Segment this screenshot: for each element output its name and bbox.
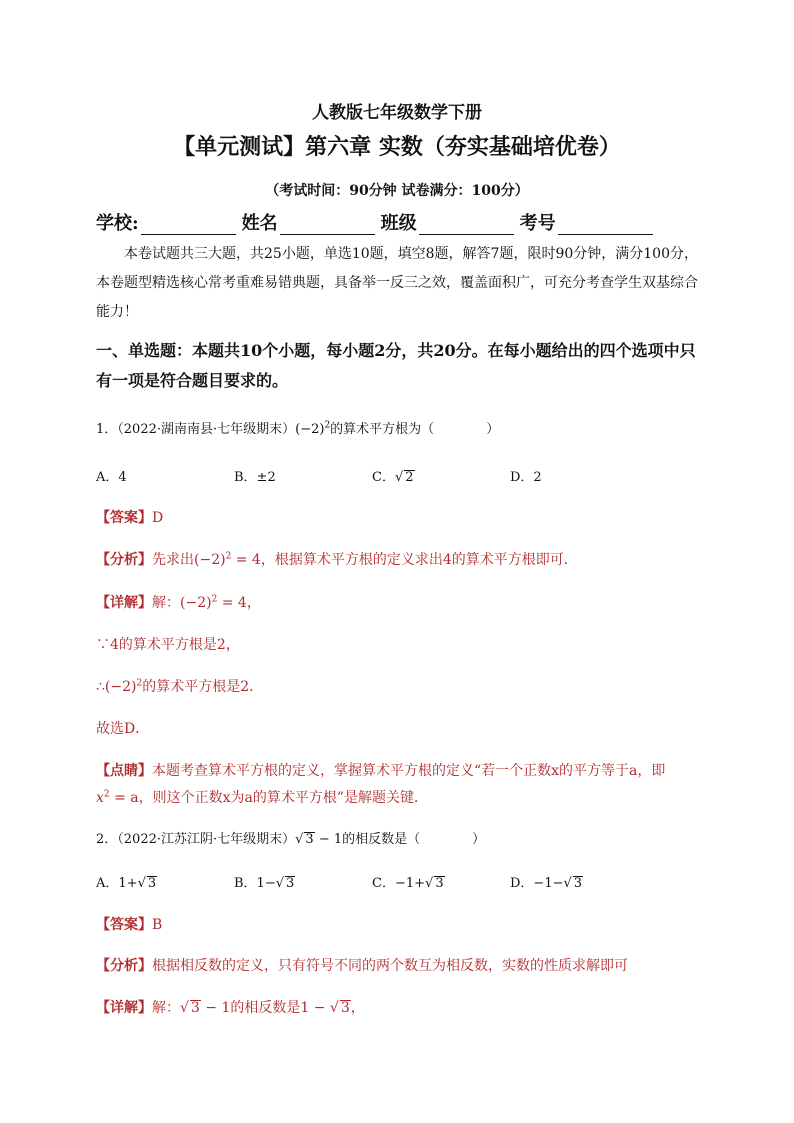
q2-detail-rad1: 3 <box>190 1000 200 1016</box>
q1-option-d: D．2 <box>510 470 542 485</box>
q2-suffix: − 1的相反数是（ <box>314 832 421 847</box>
q2-detail-c: ， <box>350 1000 365 1016</box>
q1-analysis-c: 4 <box>442 552 452 568</box>
q1-analysis-a: 先求出(−2) <box>152 552 226 568</box>
q1-step2-c: 2 <box>240 679 250 695</box>
q2-option-b-radicand: 3 <box>286 876 295 891</box>
q2-detail-tag: 【详解】 <box>96 1000 152 1016</box>
q1-step2-exp: 2 <box>136 678 143 689</box>
q2-option-b-label: B．1− <box>234 876 276 891</box>
q2-answer-tag: 【答案】 <box>96 917 152 933</box>
q1-tip <box>96 760 665 780</box>
q1-analysis-exp: 2 <box>225 551 232 562</box>
q1-tip-x: x <box>96 790 104 806</box>
q2-option-a-radicand: 3 <box>147 876 157 891</box>
q2-option-d-radicand: 3 <box>573 876 583 891</box>
section-heading: 一、单选题：本题共10个小题，每小题2分，共20分。在每小题给出的四个选项中只有一项是符合题目要求的。 <box>96 341 696 390</box>
sqrt-icon: √ <box>563 876 572 891</box>
q2-option-c-label: C．−1+ <box>372 876 426 891</box>
q1-detail <box>96 592 261 612</box>
q1-detail-exp: 2 <box>211 594 218 605</box>
q1-option-c-radicand: 2 <box>405 470 414 485</box>
student-info-row <box>96 209 659 235</box>
q1-answer-tag: 【答案】 <box>96 510 152 526</box>
exam-meta: （考试时间：90分钟 试卷满分：100分） <box>265 183 529 199</box>
sqrt-icon: √ <box>180 1000 189 1016</box>
q1-step1-b: 4 <box>110 637 119 653</box>
q1-step2-d: ． <box>249 679 264 695</box>
q1-option-c <box>372 466 415 485</box>
number-label: 考号 <box>519 213 556 234</box>
q1-analysis-d: 的算术平方根即可． <box>451 552 578 568</box>
question-1 <box>96 418 499 437</box>
q2-detail <box>96 997 365 1017</box>
sqrt-icon: √ <box>394 470 404 485</box>
q2-option-c <box>372 872 445 891</box>
name-label: 姓名 <box>241 213 278 234</box>
q1-analysis-b: = 4，根据算术平方根的定义求出 <box>231 552 443 568</box>
q1-step-2 <box>96 676 263 696</box>
q1-exponent: 2 <box>324 420 331 431</box>
q1-tip-line2 <box>96 787 428 807</box>
q2-option-c-radicand: 3 <box>435 876 444 891</box>
q1-option-c-label: C． <box>372 470 395 485</box>
q1-step1-d: 2 <box>216 637 226 653</box>
q1-detail-tag: 【详解】 <box>96 595 152 611</box>
page-title: 【单元测试】第六章 实数（夯实基础培优卷） <box>173 134 621 160</box>
q2-close: ） <box>472 832 486 847</box>
q2-prefix: 2．（2022·江苏江阴·七年级期末） <box>96 832 296 847</box>
q2-analysis <box>96 955 628 975</box>
q1-suffix: 的算术平方根为（ <box>330 422 435 437</box>
q2-option-d <box>510 872 583 891</box>
question-2 <box>96 828 485 847</box>
q2-analysis-text: 根据相反数的定义，只有符号不同的两个数互为相反数，实数的性质求解即可 <box>152 958 628 974</box>
q1-detail-b: = 4， <box>217 595 261 611</box>
sqrt-icon: √ <box>295 832 304 847</box>
class-blank <box>419 216 514 235</box>
sqrt-icon: √ <box>329 1000 339 1016</box>
class-label: 班级 <box>380 213 417 234</box>
q2-option-a <box>96 872 157 891</box>
q1-analysis <box>96 549 578 569</box>
q2-answer <box>96 914 162 934</box>
q1-prefix: 1．（2022·湖南南县·七年级期末） <box>96 422 296 437</box>
page-subtitle: 人教版七年级数学下册 <box>312 103 482 123</box>
q1-expression: (−2) <box>295 422 325 437</box>
sqrt-icon: √ <box>425 876 434 891</box>
school-blank <box>141 216 236 235</box>
number-blank <box>558 216 653 235</box>
intro-paragraph: 本卷试题共三大题，共25小题，单选10题，填空8题，解答7题，限时90分钟，满分100分，本卷题型精选核心常考重难易错典题，具备举一反三之效，覆盖面积广，可充分考查学生双基综合能力！ <box>96 246 698 320</box>
name-blank <box>280 216 375 235</box>
q1-answer <box>96 507 163 527</box>
because-symbol: ∵ <box>96 637 110 653</box>
q1-option-a: A．4 <box>96 470 127 485</box>
q1-detail-a: 解：(−2) <box>152 595 212 611</box>
q2-option-a-label: A．1+ <box>96 876 138 891</box>
q1-step1-e: ， <box>225 637 240 653</box>
q1-tip-line1: 本题考查算术平方根的定义，掌握算术平方根的定义“若一个正数x的平方等于a，即 <box>152 763 666 779</box>
q2-detail-a: 解： <box>152 1000 180 1016</box>
q1-step1-c: 的算术平方根是 <box>118 637 217 653</box>
q1-choose: 故选D． <box>96 721 150 737</box>
q1-option-b: B．±2 <box>234 470 276 485</box>
q1-step2-b: 的算术平方根是 <box>142 679 241 695</box>
q1-analysis-tag: 【分析】 <box>96 552 152 568</box>
q2-detail-rad2: 3 <box>340 1000 350 1016</box>
q1-tip-exp: 2 <box>103 789 110 800</box>
q1-step-1 <box>96 634 240 654</box>
q1-tip-tag: 【点睛】 <box>96 763 152 779</box>
q2-detail-b: − 1的相反数是1 − <box>200 1000 330 1016</box>
q2-option-d-label: D．−1− <box>510 876 564 891</box>
q2-option-b <box>234 872 295 891</box>
school-label: 学校: <box>96 213 139 234</box>
q2-analysis-tag: 【分析】 <box>96 958 152 974</box>
q1-tip-line2-b: = a，则这个正数x为a的算术平方根”是解题关键． <box>109 790 429 806</box>
q2-radicand: 3 <box>305 832 314 847</box>
q2-answer-value: B <box>152 917 163 933</box>
sqrt-icon: √ <box>275 876 285 891</box>
sqrt-icon: √ <box>137 876 146 891</box>
q1-step2-a: ∴(−2) <box>96 679 137 695</box>
q1-close: ） <box>486 422 500 437</box>
q1-answer-value: D <box>152 510 164 526</box>
